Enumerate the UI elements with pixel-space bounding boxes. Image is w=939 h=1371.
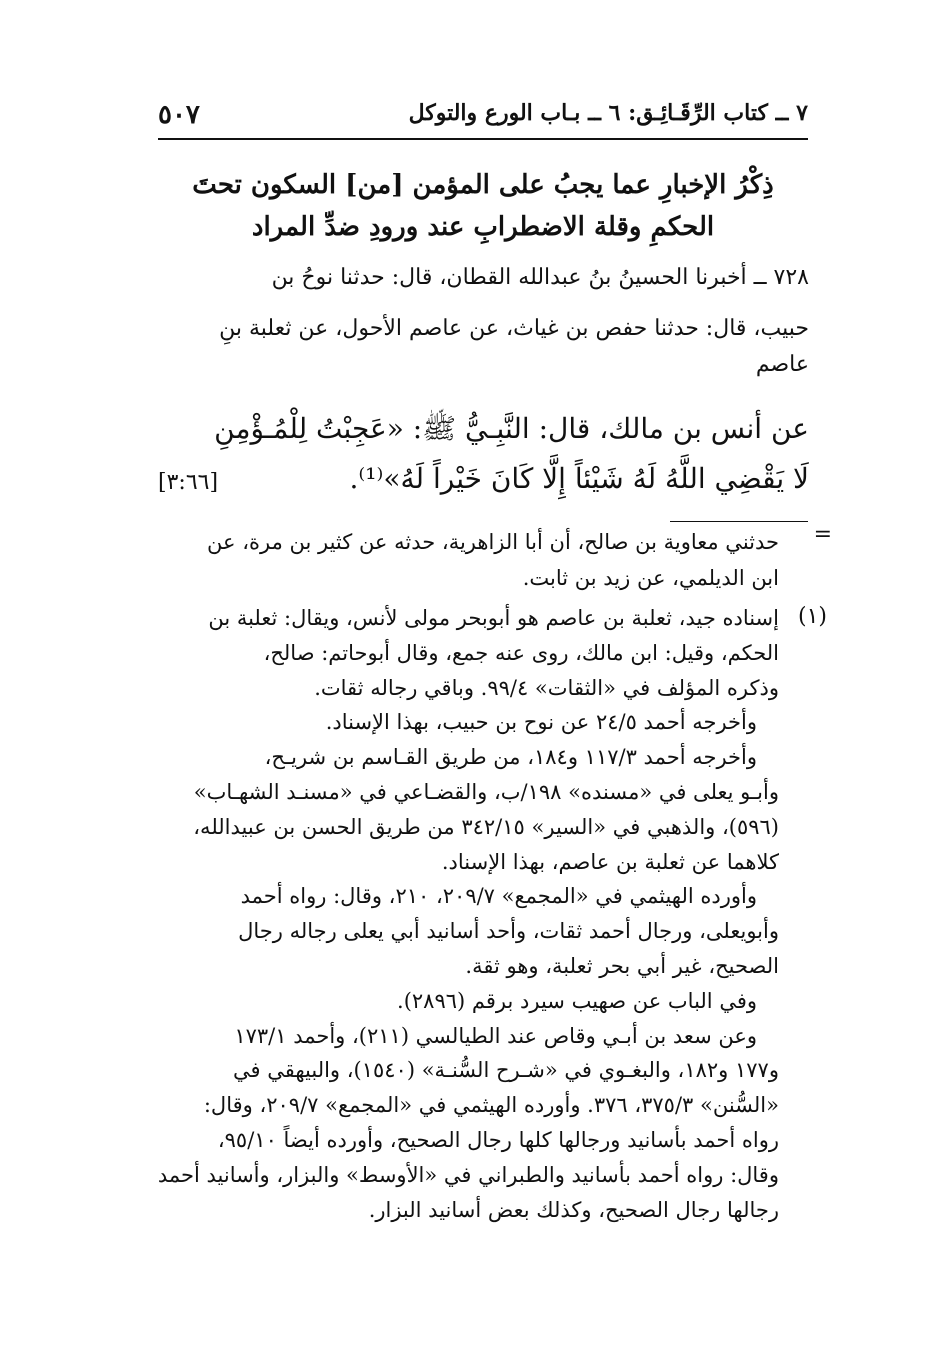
footnote-line: وفي الباب عن صهيب سيرد برقم (٢٨٩٦).	[397, 989, 757, 1013]
matn-line: عن أنس بن مالك، قال: النَّبِـيُّ ﷺ: «عَجِبْتُ لِلْمُـؤْمِنِ	[214, 412, 809, 445]
footnote-line: رواه أحمد بأسانيد ورجالها كلها رجال الصحيح، وأورده أيضاً ٩٥/١٠،	[217, 1128, 779, 1152]
footnote-line: «السُّنن» ٣٧٥/٣، ٣٧٦. وأورده الهيثمي في «المجمع» ٢٠٩/٧، وقال:	[203, 1093, 779, 1117]
footnote-line: وأخرجه أحمد ١١٧/٣ و١٨٤، من طريق القـاسم بن شريـح،	[264, 745, 757, 769]
chapter-heading-line-2: الحكمِ وقلة الاضطرابِ عند ورودِ ضدِّ المراد	[251, 212, 715, 242]
footnote-continuation-mark: =	[813, 522, 832, 547]
footnote-continuation-line: حدثني معاوية بن صالح، أن أبا الزاهرية، حدثه عن كثير بن مرة، عن	[207, 530, 779, 554]
hadith-number-line: ٧٢٨ ــ أخبرنا الحسينُ بنُ عبدالله القطان، قال: حدثنا نوحُ بن	[271, 265, 809, 290]
footnote-line: (٥٩٦)، والذهبي في «السير» ٣٤٢/١٥ من طريق الحسن بن عبيدالله،	[193, 815, 779, 839]
footnote-line: إسناده جيد، ثعلبة بن عاصم هو أبوبحر مولى لأنس، ويقال: ثعلبة بن	[208, 606, 779, 630]
footnote-line: وعن سعد بن أبـي وقاص عند الطيالسي (٢١١)، وأحمد ١٧٣/١	[234, 1024, 757, 1048]
source-reference: [٣:٦٦]	[158, 470, 219, 495]
footnote-line: الصحيح، غير أبي بحر ثعلبة، وهو ثقة.	[465, 954, 779, 978]
footnote-line: وأورده الهيثمي في «المجمع» ٢٠٩/٧، ٢١٠، وقال: رواه أحمد	[240, 884, 757, 908]
footnote-separator	[670, 521, 808, 522]
footnote-line: كلاهما عن ثعلبة بن عاصم، بهذا الإسناد.	[441, 850, 779, 874]
footnote-line: وذكره المؤلف في «الثقات» ٩٩/٤. وباقي رجاله ثقات.	[314, 676, 779, 700]
footnote-line: رجالها رجال الصحيح، وكذلك بعض أسانيد البزار.	[368, 1198, 779, 1222]
matn-line: لَا يَقْضِي اللَّهُ لَهُ شَيْئاً إِلَّا كَانَ خَيْراً لَهُ»⁽¹⁾.	[349, 462, 809, 495]
isnad-line: حبيب، قال: حدثنا حفص بن غياث، عن عاصم الأحول، عن ثعلبة بنِ	[219, 316, 809, 341]
footnote-line: وأبويعلى، ورجال أحمد ثقات، وأحد أسانيد أبي يعلى رجاله رجال	[238, 919, 779, 943]
running-title: ٧ ــ كتاب الرِّقَـائِـق: ٦ ــ بـاب الورع والتوكل	[408, 100, 808, 126]
page-header	[158, 100, 808, 134]
footnote-line: وقال: رواه أحمد بأسانيد والطبراني في «الأوسط» والبزار، وأسانيد أحمد	[157, 1163, 779, 1187]
isnad-line: عاصم	[755, 352, 809, 377]
header-rule	[158, 138, 808, 140]
footnote-continuation-line: ابن الديلمي، عن زيد بن ثابت.	[522, 566, 779, 590]
page-number: ٥٠٧	[158, 100, 200, 130]
chapter-heading-line-1: ذِكْرُ الإخبارِ عما يجبُ على المؤمن [من] السكون تحتَ	[192, 170, 774, 200]
footnote-line: و١٧٧ و١٨٢، والبغـوي في «شـرح السُّنـة» (١٥٤٠)، والبيهقي في	[233, 1058, 779, 1082]
footnote-line: وأخرجه أحمد ٢٤/٥ عن نوح بن حبيب، بهذا الإسناد.	[325, 710, 757, 734]
footnote-line: وأبـو يعلى في «مسنده» ١٩٨/ب، والقضـاعي في «مسنـد الشهـاب»	[193, 780, 779, 804]
footnote-marker: (١)	[797, 604, 827, 629]
footnote-line: الحكم، وقيل: ابن مالك، روى عنه جمع، وقال أبوحاتم: صالح،	[263, 641, 779, 665]
